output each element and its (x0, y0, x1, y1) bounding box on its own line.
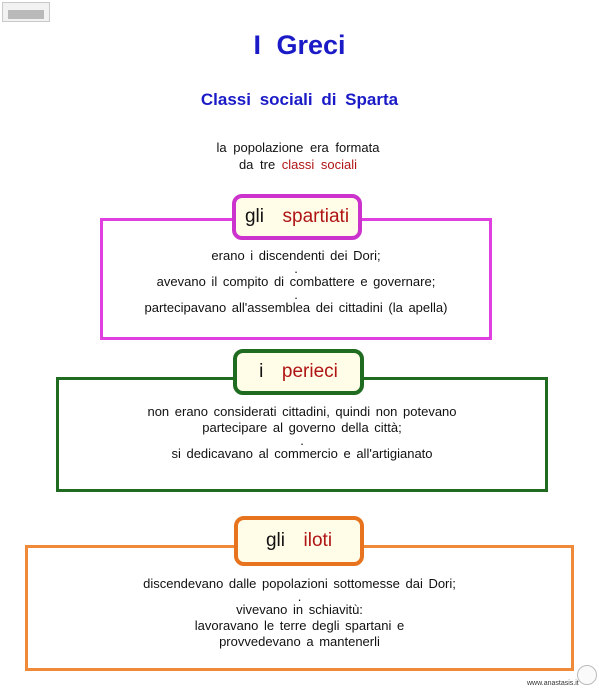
intro-text (150, 139, 446, 173)
perieci-article: i (259, 361, 264, 382)
iloti-line: provvedevano a mantenerli (219, 634, 380, 649)
perieci-line: non erano considerati cittadini, quindi non potevano (147, 404, 457, 419)
iloti-line: lavoravano le terre degli spartani e (194, 618, 405, 633)
iloti-separator: . (297, 589, 302, 604)
spartiati-line: avevano il compito di combattere e governare; (156, 274, 436, 289)
intro-line-2 (150, 156, 446, 173)
spartiati-name: spartiati (282, 206, 350, 227)
iloti-line: discendevano dalle popolazioni sottomesse dai Dori; (143, 576, 456, 591)
spartiati-label (232, 194, 362, 240)
spartiati-separator: . (294, 261, 298, 276)
perieci-line: si dedicavano al commercio e all'artigianato (171, 446, 433, 461)
intro-highlight: classi sociali (281, 157, 358, 172)
building-icon (8, 10, 44, 19)
site-credit: www.anastasis.it (527, 680, 579, 687)
publisher-logo (2, 2, 50, 22)
perieci-line: partecipare al governo della città; (202, 420, 402, 435)
site-logo-icon (577, 665, 597, 685)
intro-line-1: la popolazione era formata (216, 140, 380, 155)
spartiati-line: partecipavano all'assemblea dei cittadini (la apella) (144, 300, 448, 315)
perieci-label (233, 349, 364, 395)
intro-line-2-prefix: da tre (238, 157, 282, 172)
spartiati-line: erano i discendenti dei Dori; (211, 248, 381, 263)
iloti-label (234, 516, 364, 566)
perieci-separator: . (300, 433, 304, 448)
iloti-name: iloti (303, 530, 333, 551)
spartiati-article: gli (244, 206, 264, 227)
iloti-line: vivevano in schiavitù: (236, 602, 363, 617)
page-subtitle: Classi sociali di Sparta (200, 90, 399, 109)
perieci-name: perieci (281, 361, 338, 382)
page-title: I Greci (253, 30, 346, 60)
iloti-article: gli (265, 530, 285, 551)
spartiati-separator: . (294, 287, 298, 302)
